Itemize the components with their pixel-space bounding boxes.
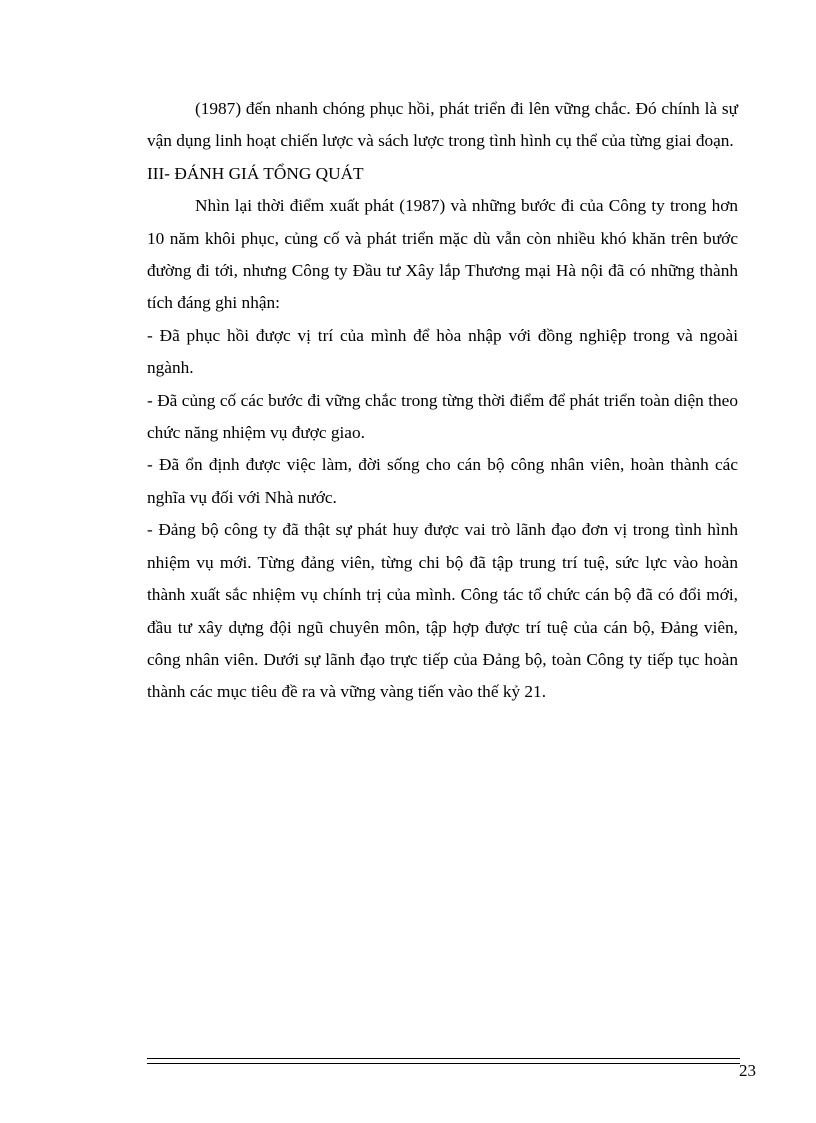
footer-divider — [147, 1058, 740, 1064]
paragraph-overview: Nhìn lại thời điểm xuất phát (1987) và những bước đi của Công ty trong hơn 10 năm khôi phục, củng cố và phát triển mặc dù vẫn còn nhiều khó khăn trên bước đường đi tới, nhưng Công ty Đầu tư Xây lắp Thương mại Hà nội đã có những thành tích đáng ghi nhận: — [147, 196, 738, 313]
document-body — [147, 93, 738, 709]
bullet-item-1: - Đã phục hồi được vị trí của mình để hòa nhập với đồng nghiệp trong và ngoài ngành. — [147, 325, 738, 378]
bullet-item-2: - Đã củng cố các bước đi vững chắc trong từng thời điểm để phát triển toàn diện theo chức năng nhiệm vụ được giao. — [147, 390, 738, 443]
paragraph-intro: (1987) đến nhanh chóng phục hồi, phát triển đi lên vững chắc. Đó chính là sự vận dụng linh hoạt chiến lược và sách lược trong tình hình cụ thể của từng giai đoạn. — [147, 99, 738, 151]
page-number: 23 — [739, 1061, 756, 1080]
section-heading: III- ĐÁNH GIÁ TỔNG QUÁT — [147, 163, 364, 183]
bullet-item-4: - Đảng bộ công ty đã thật sự phát huy được vai trò lãnh đạo đơn vị trong tình hình nhiệm vụ mới. Từng đảng viên, từng chi bộ đã tập trung trí tuệ, sức lực vào hoàn thành xuất sắc nhiệm vụ chính trị của mình. Công tác tổ chức cán bộ đã có đổi mới, đầu tư xây dựng đội ngũ chuyên môn, tập hợp được trí tuệ của cán bộ, Đảng viên, công nhân viên. Dưới sự lãnh đạo trực tiếp của Đảng bộ, toàn Công ty tiếp tục hoàn thành các mục tiêu đề ra và vững vàng tiến vào thế kỷ 21. — [147, 520, 738, 702]
bullet-item-3: - Đã ổn định được việc làm, đời sống cho cán bộ công nhân viên, hoàn thành các nghĩa vụ đối với Nhà nước. — [147, 455, 738, 507]
